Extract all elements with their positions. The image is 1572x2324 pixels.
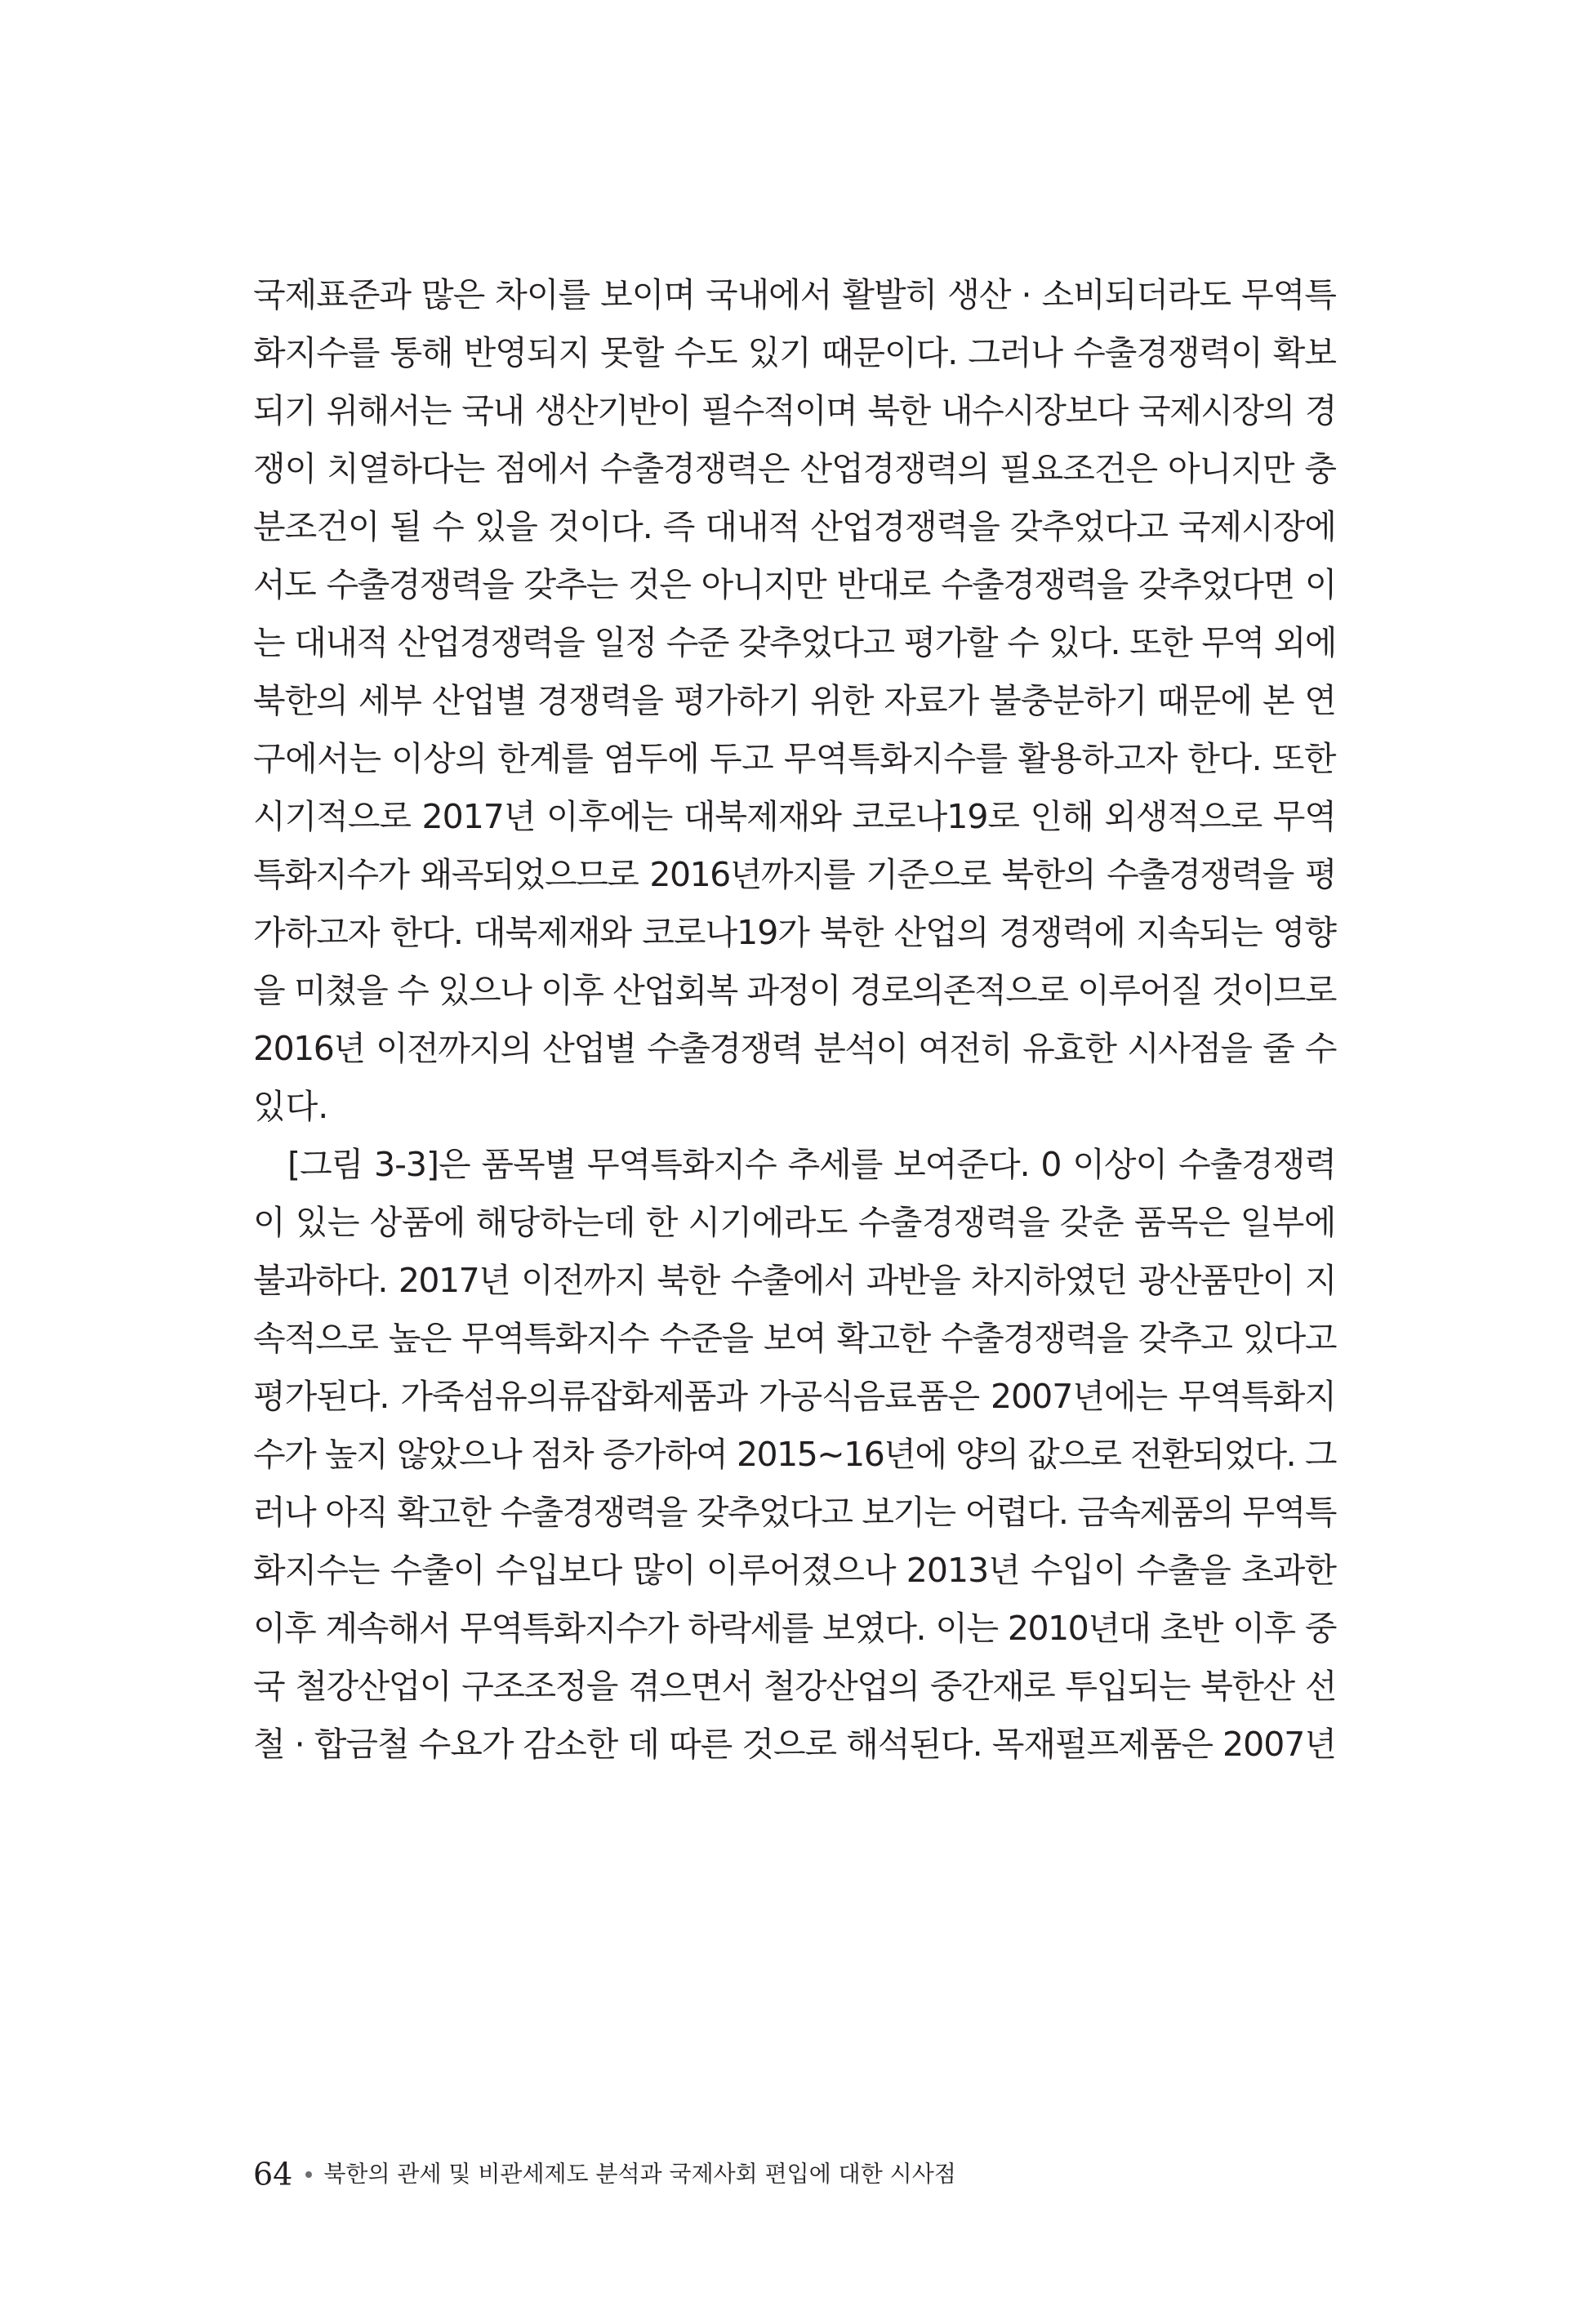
text-line: [그림 3-3]은 품목별 무역특화지수 추세를 보여준다. 0 이상이 수출경쟁력 [287, 1145, 1336, 1184]
page-number: 64 [253, 2156, 293, 2193]
text-line: 북한의 세부 산업별 경쟁력을 평가하기 위한 자료가 불충분하기 때문에 본 연 [253, 681, 1336, 720]
text-line: 국제표준과 많은 차이를 보이며 국내에서 활발히 생산 · 소비되더라도 무역특 [253, 275, 1336, 314]
page-footer [253, 2149, 956, 2198]
text-line: 속적으로 높은 무역특화지수 수준을 보여 확고한 수출경쟁력을 갖추고 있다고 [253, 1319, 1336, 1358]
running-title: 북한의 관세 및 비관세제도 분석과 국제사회 편입에 대한 시사점 [323, 2160, 956, 2188]
bullet-dot-icon [305, 2171, 312, 2178]
body-text [253, 266, 1336, 1774]
paragraph-1 [253, 266, 1336, 1136]
text-line: 수가 높지 않았으나 점차 증가하여 2015~16년에 양의 값으로 전환되었다. 그 [253, 1435, 1336, 1474]
text-line: 가하고자 한다. 대북제재와 코로나19가 북한 산업의 경쟁력에 지속되는 영향 [253, 913, 1336, 952]
text-line: 있다. [253, 1087, 329, 1126]
text-line: 특화지수가 왜곡되었으므로 2016년까지를 기준으로 북한의 수출경쟁력을 평 [253, 855, 1336, 894]
text-line: 서도 수출경쟁력을 갖추는 것은 아니지만 반대로 수출경쟁력을 갖추었다면 이 [253, 565, 1336, 604]
text-line: 되기 위해서는 국내 생산기반이 필수적이며 북한 내수시장보다 국제시장의 경 [253, 391, 1336, 430]
text-line: 화지수를 통해 반영되지 못할 수도 있기 때문이다. 그러나 수출경쟁력이 확보 [253, 333, 1336, 372]
text-line: 이후 계속해서 무역특화지수가 하락세를 보였다. 이는 2010년대 초반 이후 중 [253, 1609, 1336, 1648]
text-line: 화지수는 수출이 수입보다 많이 이루어졌으나 2013년 수입이 수출을 초과한 [253, 1551, 1336, 1590]
paragraph-2 [253, 1136, 1336, 1774]
text-line: 시기적으로 2017년 이후에는 대북제재와 코로나19로 인해 외생적으로 무역 [253, 797, 1336, 836]
text-line: 불과하다. 2017년 이전까지 북한 수출에서 과반을 차지하였던 광산품만이 지 [253, 1261, 1336, 1300]
text-line: 는 대내적 산업경쟁력을 일정 수준 갖추었다고 평가할 수 있다. 또한 무역 외에 [253, 623, 1336, 662]
text-line: 2016년 이전까지의 산업별 수출경쟁력 분석이 여전히 유효한 시사점을 줄 수 [253, 1029, 1336, 1068]
text-line: 구에서는 이상의 한계를 염두에 두고 무역특화지수를 활용하고자 한다. 또한 [253, 739, 1336, 778]
text-line: 러나 아직 확고한 수출경쟁력을 갖추었다고 보기는 어렵다. 금속제품의 무역특 [253, 1493, 1336, 1532]
text-line: 분조건이 될 수 있을 것이다. 즉 대내적 산업경쟁력을 갖추었다고 국제시장에 [253, 507, 1336, 546]
text-line: 국 철강산업이 구조조정을 겪으면서 철강산업의 중간재로 투입되는 북한산 선 [253, 1667, 1336, 1706]
text-line: 이 있는 상품에 해당하는데 한 시기에라도 수출경쟁력을 갖춘 품목은 일부에 [253, 1203, 1336, 1242]
text-line: 을 미쳤을 수 있으나 이후 산업회복 과정이 경로의존적으로 이루어질 것이므로 [253, 971, 1336, 1010]
text-line: 쟁이 치열하다는 점에서 수출경쟁력은 산업경쟁력의 필요조건은 아니지만 충 [253, 449, 1336, 488]
text-line: 평가된다. 가죽섬유의류잡화제품과 가공식음료품은 2007년에는 무역특화지 [253, 1377, 1336, 1416]
text-line: 철 · 합금철 수요가 감소한 데 따른 것으로 해석된다. 목재펄프제품은 2007년 [253, 1725, 1336, 1764]
